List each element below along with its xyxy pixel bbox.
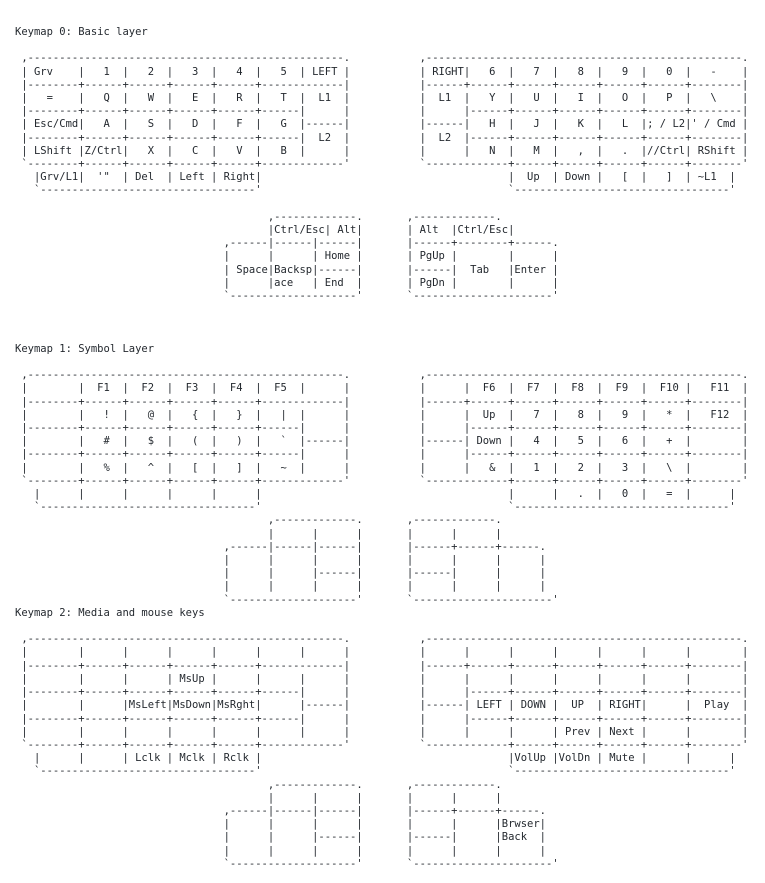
keymap-ascii-art-symbol-layer: ,--------------------------------------------------. ,--------------------------------------------------. | | F1 | F2 | F3 | F4 | F5 | | | | F6 | F7 | F8 | F9 | F10 | F11 | |--------+------+------+------+------+-------------| |------+------+------+------+------+------+--------| | | ! | @ | { | } | | | | | | Up | 7 | 8 | 9 | * | F12 | |--------+------+------+------+------+------| | | |------+------+------+------+------+--------| | | # | $ | ( | ) | ` |------| |------| Down | 4 | 5 | 6 | + | | |--------+------+------+------+------+------| | | |------+------+------+------+------+--------| | | % | ^ | [ | ] | ~ | | | | & | 1 | 2 | 3 | \ | | `--------+------+------+------+------+-------------' `-------------+------+------+------+------+--------' | | | | | | | | . | 0 | = | | `----------------------------------' `----------------------------------' ,-------------. ,-------------. | | | | | | ,------|------|------| |------+------+------. | | | | | | | | | | |------| |------| | | | | | | | | | | `--------------------' `----------------------' <box>21 369 749 606</box>
keymap-title-media-mouse-layer: Keymap 2: Media and mouse keys <box>15 606 205 619</box>
keymap-title-basic-layer: Keymap 0: Basic layer <box>15 26 148 38</box>
keymap-ascii-art-media-mouse-layer: ,--------------------------------------------------. ,--------------------------------------------------. | | | | | | | | | | | | | | | | |--------+------+------+------+------+-------------| |------+------+------+------+------+------+--------| | | | | MsUp | | | | | | | | | | | | |--------+------+------+------+------+------| | | |------+------+------+------+------+--------| | | |MsLeft|MsDown|MsRght| |------| |------| LEFT | DOWN | UP | RIGHT| | Play | |--------+------+------+------+------+------| | | |------+------+------+------+------+--------| | | | | | | | | | | | | Prev | Next | | | `--------+------+------+------+------+-------------' `-------------+------+------+------+------+--------' | | | Lclk | Mclk | Rclk | |VolUp |VolDn | Mute | | | `----------------------------------' `----------------------------------' ,-------------. ,-------------. | | | | | | ,------|------|------| |------+------+------. | | | | | | |Brwser| | | |------| |------| |Back | | | | | | | | | `--------------------' `----------------------' <box>21 633 749 870</box>
keymap-ascii-art-basic-layer: ,--------------------------------------------------. ,--------------------------------------------------. | Grv | 1 | 2 | 3 | 4 | 5 | LEFT | | RIGHT| 6 | 7 | 8 | 9 | 0 | - | |--------+------+------+------+------+-------------| |------+------+------+------+------+------+--------| | = | Q | W | E | R | T | L1 | | L1 | Y | U | I | O | P | \ | |--------+------+------+------+------+------| | | |------+------+------+------+------+--------| | Esc/Cmd| A | S | D | F | G |------| |------| H | J | K | L |; / L2|' / Cmd | |--------+------+------+------+------+------| L2 | | L2 |------+------+------+------+------+--------| | LShift |Z/Ctrl| X | C | V | B | | | | N | M | , | . |//Ctrl| RShift | `--------+------+------+------+------+-------------' `-------------+------+------+------+------+--------' |Grv/L1| '" | Del | Left | Right| | Up | Down | [ | ] | ~L1 | `----------------------------------' `----------------------------------' ,-------------. ,-------------. |Ctrl/Esc| Alt| | Alt |Ctrl/Esc| ,------|------|------| |------+--------+------. | | | Home | | PgUp | | | | Space|Backsp|------| |------| Tab |Enter | | |ace | End | | PgDn | | | `--------------------' `----------------------' <box>21 52 749 303</box>
keymap-section-media-mouse-layer <box>15 607 765 871</box>
keymap-section-symbol-layer <box>15 343 765 607</box>
keymap-section-basic-layer <box>15 26 765 303</box>
keymap-title-symbol-layer: Keymap 1: Symbol Layer <box>15 342 155 355</box>
